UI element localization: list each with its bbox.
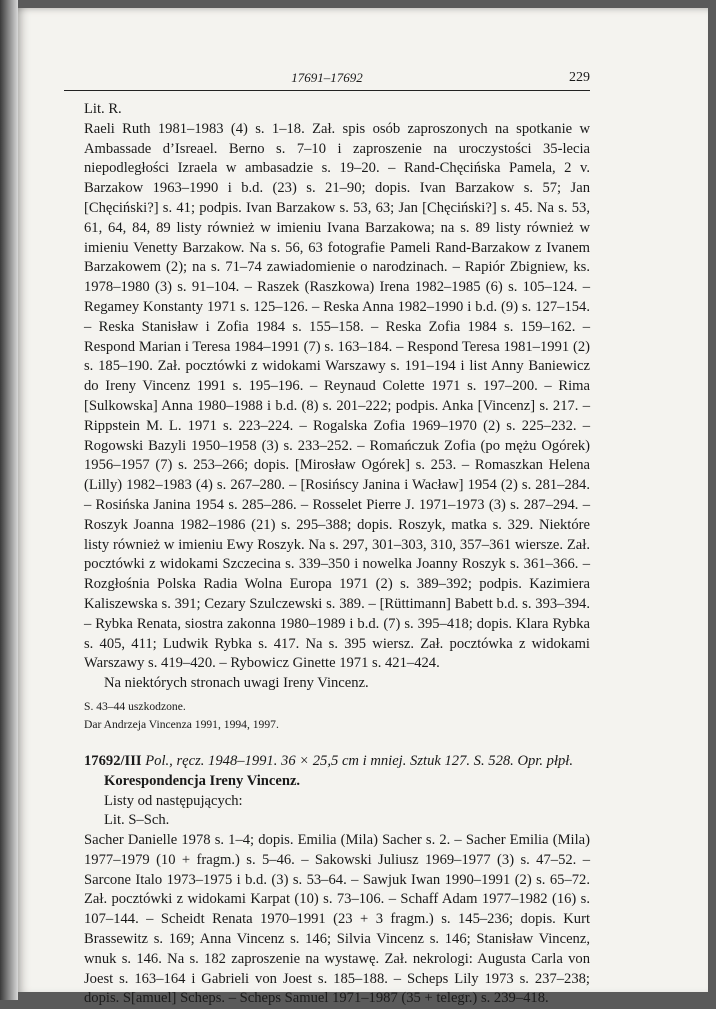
entry-heading	[84, 752, 590, 772]
page-number: 229	[569, 70, 590, 85]
entry-physical-description: Pol., ręcz. 1948–1991. 36 × 25,5 cm i mniej. Sztuk 127. S. 528. Opr. płpł.	[145, 752, 574, 769]
entry-number: 17692/III	[84, 752, 142, 769]
range-label-s: Lit. S–Sch.	[104, 812, 170, 829]
provenance-note: Dar Andrzeja Vincenza 1991, 1994, 1997.	[84, 717, 279, 731]
correspondent-list-r: Raeli Ruth 1981–1983 (4) s. 1–18. Zał. spis osób zaproszonych na spotkanie w Ambassade d’Isreael. Berno s. 7–10 i zaproszenie na uroczystości 35-lecia niepodległości Izraela w ambasadzie s. 19–20. – Rand-Chęcińska Pamela, 2 v. Barzakow 1963–1990 i b.d. (23) s. 21–90; dopis. Ivan Barzakow s. 57; Jan [Chęciński?] s. 41; podpis. Ivan Barzakow s. 53, 63; Jan [Chęciński?] s. 45. Na s. 53, 61, 64, 84, 89 listy również w imieniu Ivana Barzakowa; na s. 89 listy również w imieniu Venetty Barzakow. Na s. 56, 63 fotografie Pameli Rand-Barzakow z Ivanem Barzakowem (2); na s. 71–74 zawiadomienie o narodzinach. – Rapiór Zbigniew, ks. 1978–1980 (3) s. 91–104. – Raszek (Raszkowa) Irena 1982–1985 (6) s. 105–124. – Regamey Konstanty 1971 s. 125–126. – Reska Anna 1982–1990 i b.d. (9) s. 127–154. – Reska Stanisław i Zofia 1984 s. 155–158. – Reska Zofia 1984 s. 159–162. – Respond Marian i Teresa 1984–1991 (7) s. 163–184. – Respond Teresa 1981–1991 (2) s. 185–190. Zał. pocztówki z widokami Warszawy s. 191–194 i list Anny Baniewicz do Ireny Vincenz 1991 s. 195–196. – Reynaud Colette 1971 s. 197–200. – Rima [Sulkowska] Anna 1980–1988 i b.d. (8) s. 201–222; podpis. Anka [Vincenz] s. 217. – Rippstein M. L. 1971 s. 223–224. – Rogalska Zofia 1969–1970 (2) s. 225–232. – Rogowski Bazyli 1950–1958 (3) s. 233–252. – Romańczuk Zofia (po mężu Ogórek) 1956–1957 (7) s. 253–266; dopis. [Mirosław Ogórek] s. 253. – Romaszkan Helena (Lilly) 1982–1983 (4) s. 267–280. – [Rosińscy Janina i Wacław] 1954 (2) s. 281–284. – Rosińska Janina 1954 s. 285–286. – Rosselet Pierre J. 1971–1973 (3) s. 287–294. – Roszyk Joanna 1982–1986 (21) s. 295–388; dopis. Roszyk, matka s. 329. Niektóre listy również w imieniu Ewy Roszyk. Na s. 297, 301–303, 310, 357–361 wiersze. Zał. pocztówki z widokami Szczecina s. 339–350 i nowelka Joanny Roszyk s. 361–366. – Rozgłośnia Polska Radia Wolna Europa 1971 (2) s. 389–392; podpis. Kazimiera Kaliszewska s. 391; Cezary Szulczewski s. 389. – [Rüttimann] Babett b.d. s. 393–394. – Rybka Renata, siostra zakonna 1980–1989 i b.d. (7) s. 395–418; dopis. Klara Rybka s. 405, 411; Ludwik Rybka s. 417. Na s. 395 wiersz. Zał. pocztówka z widokami Warszawy s. 419–420. – Rybowicz Ginette 1971 s. 421–424.	[84, 120, 590, 672]
entry-intro: Listy od następujących:	[104, 792, 243, 809]
entry-title	[84, 772, 590, 792]
entry-title-text: Korespondencja Ireny Vincenz.	[104, 772, 301, 789]
page-header	[64, 70, 590, 91]
page-body	[84, 100, 590, 1009]
damage-note: S. 43–44 uszkodzone.	[84, 699, 186, 713]
remark-note: Na niektórych stronach uwagi Ireny Vincenz.	[104, 675, 369, 692]
running-title: 17691–17692	[291, 70, 363, 85]
book-spine-edge	[0, 0, 18, 1000]
range-label-r: Lit. R.	[84, 101, 122, 117]
correspondent-list-s: Sacher Danielle 1978 s. 1–4; dopis. Emilia (Mila) Sacher s. 2. – Sacher Emilia (Mila) 1977–1979 (10 + fragm.) s. 5–46. – Sakowski Juliusz 1969–1977 (3) s. 47–52. – Sarcone Italo 1973–1975 i b.d. (3) s. 53–64. – Sawjuk Iwan 1990–1991 (2) s. 65–72. Zał. pocztówki z widokami Karpat (10) s. 73–106. – Schaff Adam 1977–1982 (16) s. 107–144. – Scheidt Renata 1970–1991 (23 + 3 fragm.) s. 145–236; dopis. Kurt Brassewitz s. 169; Anna Vincenz s. 146; Silvia Vincenz s. 146; Stanisław Vincenz, wnuk s. 146. Na s. 182 zaproszenie na wystawę. Zał. nekrologi: Augusta Carla von Joest s. 163–164 i Gabrieli von Joest s. 185–188. – Scheps Lily 1973 s. 237–238; dopis. S[amuel] Scheps. – Scheps Samuel 1971–1987 (35 + telegr.) s. 239–418.	[84, 832, 590, 1007]
